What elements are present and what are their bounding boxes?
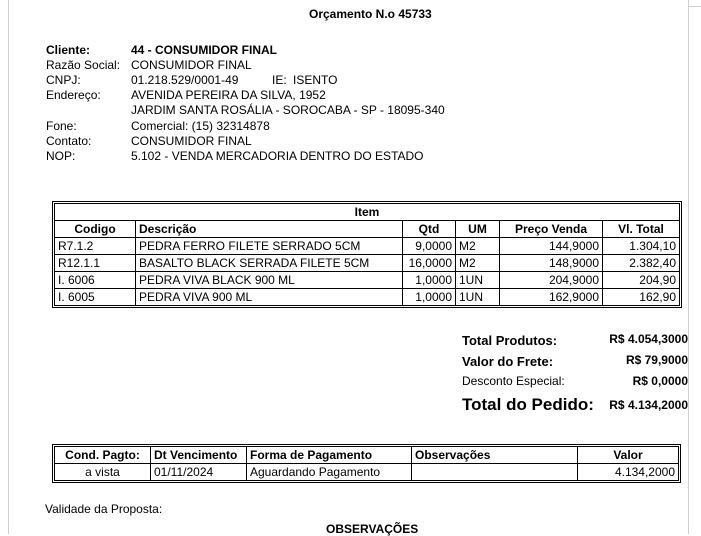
- col-codigo: Codigo: [55, 221, 136, 238]
- cell-codigo: I. 6005: [55, 289, 136, 306]
- page-border-left: [8, 0, 9, 534]
- page-border-corner: [689, 6, 701, 7]
- col-observacoes: Observações: [412, 447, 578, 464]
- cell-qtd: 1,0000: [403, 289, 456, 306]
- cell-cond-pagto: a vista: [55, 464, 151, 481]
- fone-value: Comercial: (15) 32314878: [131, 119, 270, 133]
- endereco-line2: JARDIM SANTA ROSÁLIA - SOROCABA - SP - 18095-340: [131, 103, 445, 117]
- contato-row: [46, 134, 252, 148]
- items-table: [54, 203, 680, 306]
- ie-label: IE:: [272, 73, 287, 87]
- razao-label: Razão Social:: [46, 58, 121, 72]
- ie-value: ISENTO: [293, 73, 338, 87]
- endereco-line1: AVENIDA PEREIRA DA SILVA, 1952: [131, 88, 326, 102]
- endereco-row-2: [131, 103, 445, 117]
- observacoes-title: OBSERVAÇÕES: [326, 522, 419, 536]
- table-row: [55, 272, 680, 289]
- cell-preco: 204,9000: [500, 272, 603, 289]
- col-descricao: Descrição: [136, 221, 403, 238]
- cnpj-value: 01.218.529/0001-49: [131, 73, 239, 87]
- frete-value: R$ 79,9000: [625, 353, 688, 367]
- cell-total: 2.382,40: [603, 255, 680, 272]
- col-forma-pagamento: Forma de Pagamento: [247, 447, 412, 464]
- col-um: UM: [456, 221, 500, 238]
- table-row: [55, 238, 680, 255]
- col-cond-pagto: Cond. Pagto:: [55, 447, 151, 464]
- fone-label: Fone:: [46, 119, 77, 133]
- cell-total: 1.304,10: [603, 238, 680, 255]
- col-dt-vencimento: Dt Vencimento: [151, 447, 247, 464]
- cell-valor: 4.134,2000: [578, 464, 679, 481]
- desconto-label: Desconto Especial:: [462, 374, 565, 388]
- nop-label: NOP:: [46, 149, 76, 163]
- cnpj-row: [46, 73, 337, 87]
- cell-um: M2: [456, 255, 500, 272]
- col-valor: Valor: [578, 447, 679, 464]
- cell-descricao: PEDRA VIVA 900 ML: [136, 289, 403, 306]
- cell-forma-pagamento: Aguardando Pagamento: [247, 464, 412, 481]
- cell-total: 204,90: [603, 272, 680, 289]
- contato-value: CONSUMIDOR FINAL: [131, 134, 252, 148]
- nop-value: 5.102 - VENDA MERCADORIA DENTRO DO ESTADO: [131, 149, 424, 163]
- payment-table-frame: [52, 444, 681, 483]
- cell-qtd: 9,0000: [403, 238, 456, 255]
- table-row: [55, 289, 680, 306]
- table-row: [55, 255, 680, 272]
- cell-codigo: R7.1.2: [55, 238, 136, 255]
- cell-preco: 162,9000: [500, 289, 603, 306]
- desconto-value: R$ 0,0000: [632, 374, 688, 388]
- cell-preco: 148,9000: [500, 255, 603, 272]
- cell-descricao: PEDRA VIVA BLACK 900 ML: [136, 272, 403, 289]
- table-row: [55, 464, 679, 481]
- frete-label: Valor do Frete:: [462, 354, 554, 369]
- cell-codigo: R12.1.1: [55, 255, 136, 272]
- total-pedido-label: Total do Pedido:: [462, 395, 594, 414]
- cell-qtd: 16,0000: [403, 255, 456, 272]
- razao-row: [46, 58, 252, 72]
- cliente-label: Cliente:: [46, 43, 91, 57]
- cell-descricao: PEDRA FERRO FILETE SERRADO 5CM: [136, 238, 403, 255]
- cell-preco: 144,9000: [500, 238, 603, 255]
- cell-descricao: BASALTO BLACK SERRADA FILETE 5CM: [136, 255, 403, 272]
- col-preco: Preço Venda: [500, 221, 603, 238]
- cell-codigo: I. 6006: [55, 272, 136, 289]
- validade-label: Validade da Proposta:: [45, 502, 163, 516]
- cnpj-label: CNPJ:: [46, 73, 81, 87]
- document-title: Orçamento N.o 45733: [309, 7, 432, 21]
- cell-um: 1UN: [456, 272, 500, 289]
- endereco-label: Endereço:: [46, 88, 101, 102]
- cliente-value: 44 - CONSUMIDOR FINAL: [131, 43, 278, 57]
- razao-value: CONSUMIDOR FINAL: [131, 58, 252, 72]
- cell-dt-vencimento: 01/11/2024: [151, 464, 247, 481]
- payment-table: [54, 446, 679, 481]
- cell-um: 1UN: [456, 289, 500, 306]
- cell-qtd: 1,0000: [403, 272, 456, 289]
- total-produtos-label: Total Produtos:: [462, 333, 558, 348]
- items-header: Item: [55, 204, 680, 221]
- cell-um: M2: [456, 238, 500, 255]
- nop-row: [46, 149, 424, 163]
- contato-label: Contato:: [46, 134, 92, 148]
- cell-total: 162,90: [603, 289, 680, 306]
- page-border-right: [688, 0, 689, 534]
- fone-row: [46, 119, 270, 133]
- total-pedido-value: R$ 4.134,2000: [609, 398, 688, 412]
- client-row: [46, 43, 277, 57]
- col-total: Vl. Total: [603, 221, 680, 238]
- items-table-frame: [52, 201, 682, 308]
- col-qtd: Qtd: [403, 221, 456, 238]
- endereco-row: [46, 88, 326, 102]
- total-produtos-value: R$ 4.054,3000: [609, 332, 688, 346]
- cell-observacoes: [412, 464, 578, 481]
